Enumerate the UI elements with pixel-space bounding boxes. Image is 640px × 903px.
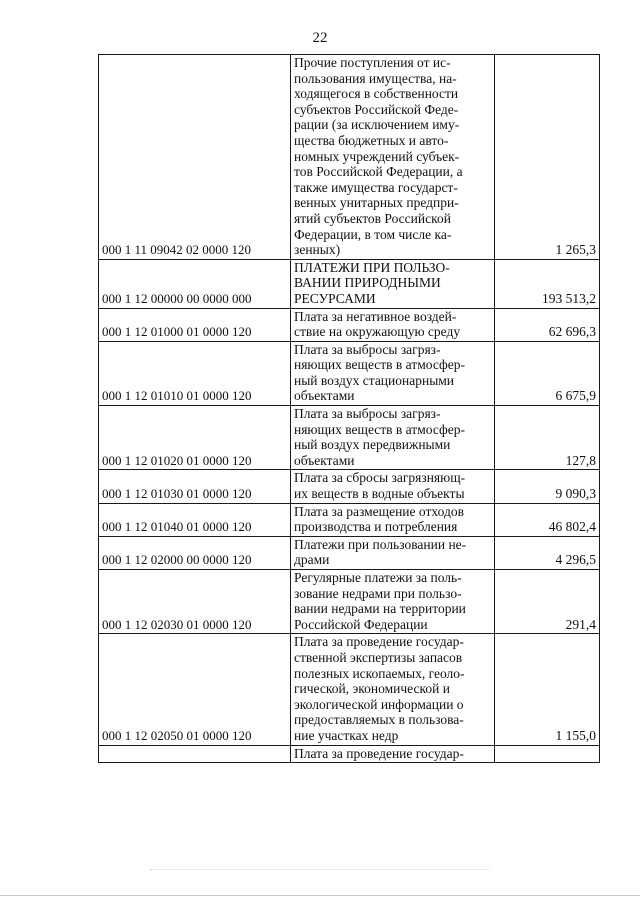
revenue-name-cell: Плата за негативное воздей- ствие на окружающую среду xyxy=(291,308,495,341)
table-row xyxy=(99,308,600,341)
kbk-code-cell: 000 1 12 01020 01 0000 120 xyxy=(99,406,291,470)
revenue-name-cell: Плата за выбросы загряз- няющих веществ в атмосфер- ный воздух передвижными объектами xyxy=(291,406,495,470)
table-row xyxy=(99,634,600,745)
kbk-code-cell: 000 1 12 02050 01 0000 120 xyxy=(99,634,291,745)
amount-cell: 9 090,3 xyxy=(495,470,600,503)
scan-artifact xyxy=(150,869,490,871)
table-row xyxy=(99,503,600,536)
revenue-name-cell: Плата за размещение отходов производства и потребления xyxy=(291,503,495,536)
kbk-code-cell: 000 1 12 02030 01 0000 120 xyxy=(99,570,291,634)
amount-cell: 291,4 xyxy=(495,570,600,634)
revenue-name-cell: Прочие поступления от ис- пользования имущества, на- ходящегося в собственности субъектов Российской Феде- рации (за исключением иму- щества бюджетных и авто- номных учреждений субъек- тов Российской Федерации, а также имущества государст- венных унитарных предпри- ятий субъектов Российской Федерации, в том числе ка- зенных) xyxy=(291,55,495,260)
table-row xyxy=(99,406,600,470)
revenue-name-cell: Плата за выбросы загряз- няющих веществ в атмосфер- ный воздух стационарными объектами xyxy=(291,341,495,405)
amount-cell: 127,8 xyxy=(495,406,600,470)
kbk-code-cell: 000 1 12 02000 00 0000 120 xyxy=(99,536,291,569)
kbk-code-cell: 000 1 12 01010 01 0000 120 xyxy=(99,341,291,405)
amount-cell: 4 296,5 xyxy=(495,536,600,569)
revenue-name-cell: Плата за проведение государ- xyxy=(291,745,495,763)
kbk-code-cell: 000 1 11 09042 02 0000 120 xyxy=(99,55,291,260)
table-row xyxy=(99,470,600,503)
amount-cell xyxy=(495,745,600,763)
amount-cell: 46 802,4 xyxy=(495,503,600,536)
table-row xyxy=(99,536,600,569)
kbk-code-cell xyxy=(99,745,291,763)
kbk-code-cell: 000 1 12 01040 01 0000 120 xyxy=(99,503,291,536)
table-row xyxy=(99,341,600,405)
amount-cell: 6 675,9 xyxy=(495,341,600,405)
table-row xyxy=(99,745,600,763)
page-bottom-edge xyxy=(0,895,640,896)
revenue-name-cell: Плата за сбросы загрязняющ- их веществ в водные объекты xyxy=(291,470,495,503)
amount-cell: 193 513,2 xyxy=(495,259,600,308)
kbk-code-cell: 000 1 12 01030 01 0000 120 xyxy=(99,470,291,503)
revenue-name-cell: Платежи при пользовании не- драми xyxy=(291,536,495,569)
table-row xyxy=(99,55,600,260)
amount-cell: 1 155,0 xyxy=(495,634,600,745)
amount-cell: 62 696,3 xyxy=(495,308,600,341)
budget-revenue-table xyxy=(98,54,600,763)
table-body xyxy=(99,55,600,763)
table-row xyxy=(99,259,600,308)
kbk-code-cell: 000 1 12 00000 00 0000 000 xyxy=(99,259,291,308)
revenue-name-cell: Плата за проведение государ- ственной экспертизы запасов полезных ископаемых, геоло- гической, экономической и экологической информации о предоставляемых в пользова- ние участках недр xyxy=(291,634,495,745)
revenue-name-cell: Регулярные платежи за поль- зование недрами при пользо- вании недрами на территории Российской Федерации xyxy=(291,570,495,634)
amount-cell: 1 265,3 xyxy=(495,55,600,260)
revenue-name-cell: ПЛАТЕЖИ ПРИ ПОЛЬЗО- ВАНИИ ПРИРОДНЫМИ РЕСУРСАМИ xyxy=(291,259,495,308)
page-number: 22 xyxy=(312,30,328,46)
kbk-code-cell: 000 1 12 01000 01 0000 120 xyxy=(99,308,291,341)
table-row xyxy=(99,570,600,634)
